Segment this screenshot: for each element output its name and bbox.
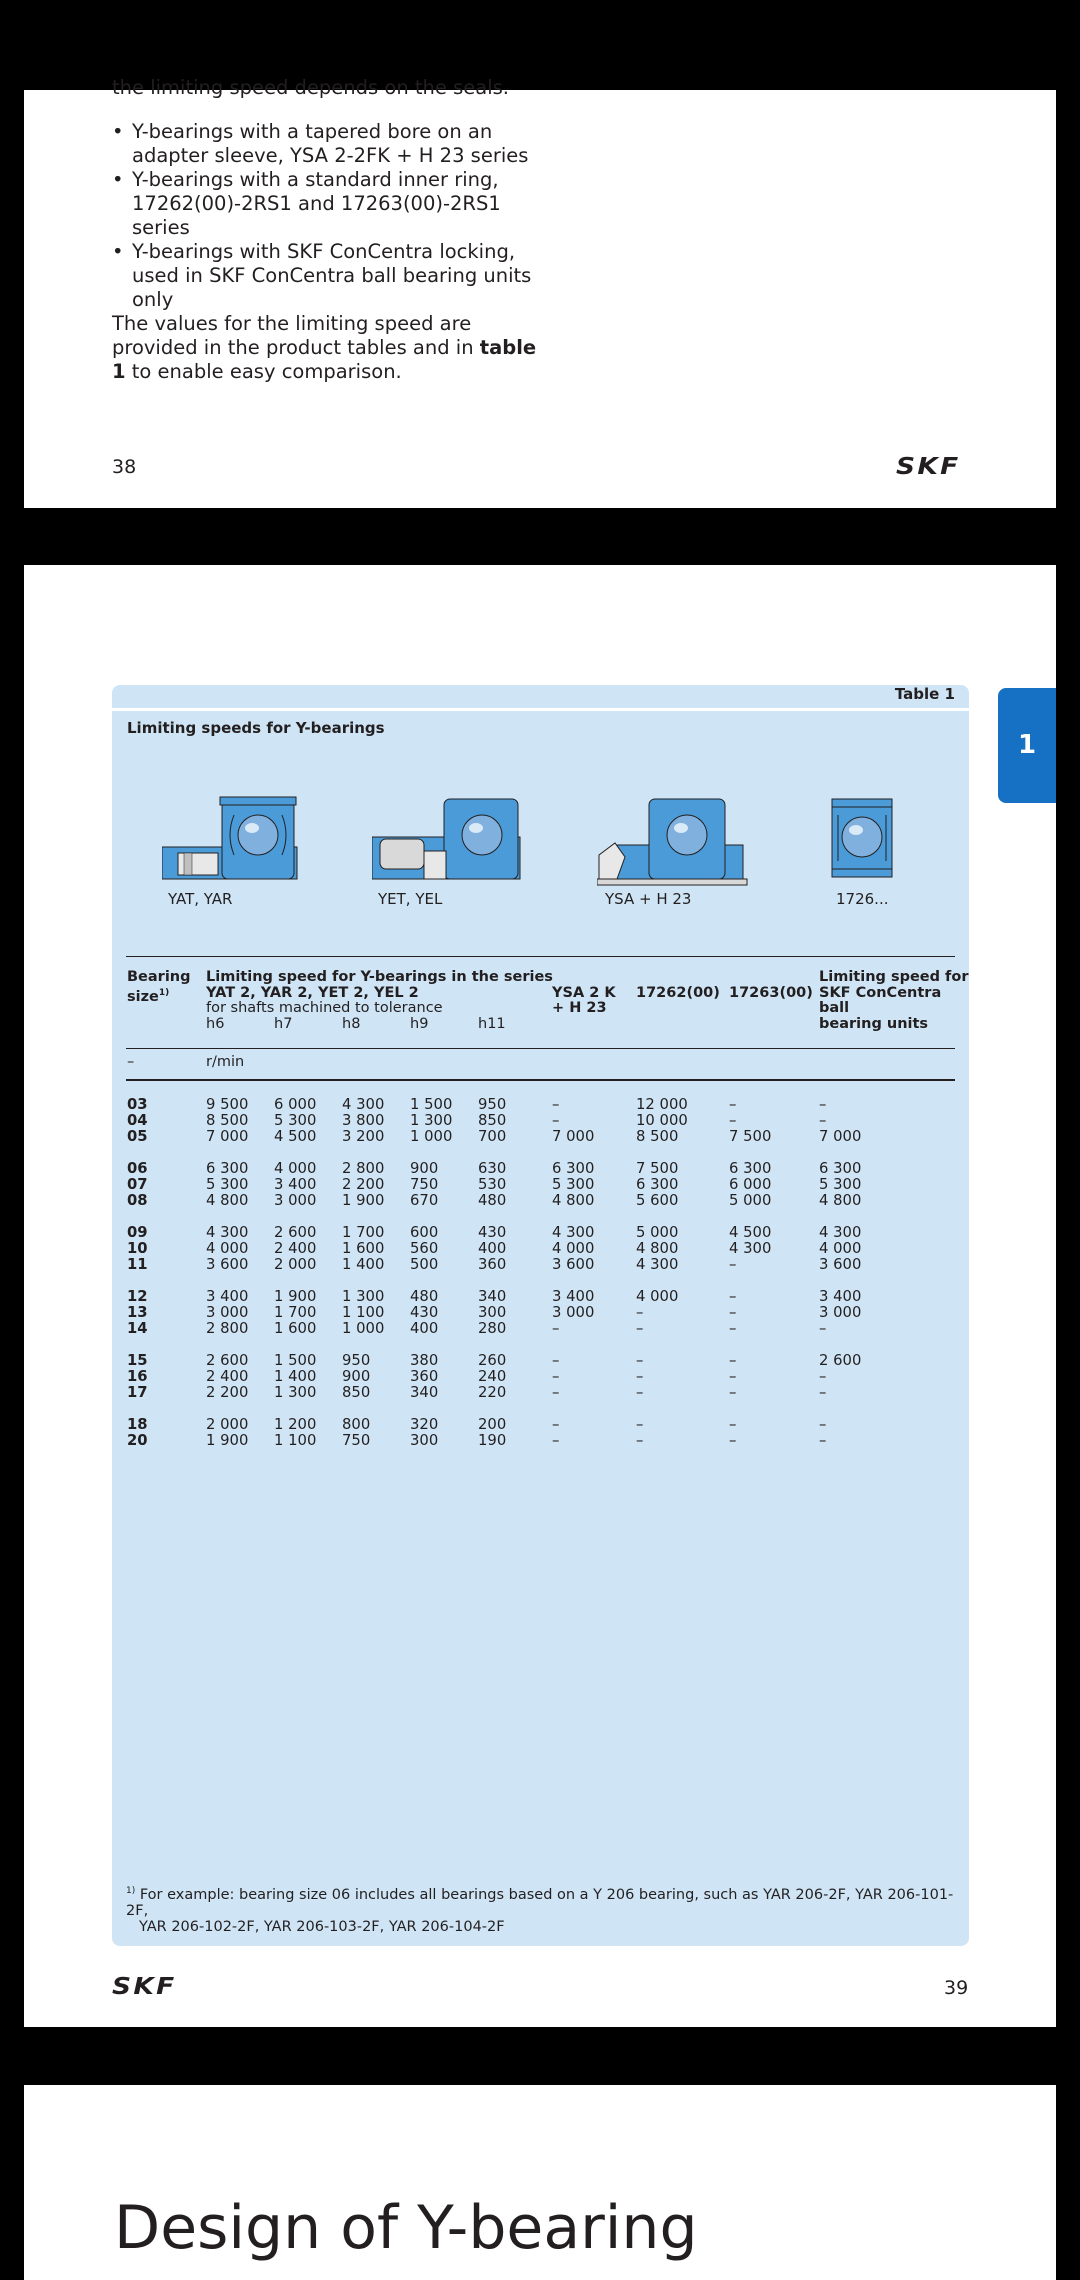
header-h8: h8 [342,1015,361,1032]
speed-cell: 1 300 [274,1384,317,1401]
yet-yel-bearing-illustration [372,795,522,885]
header-bearing-size: Bearing size$^{1)}$ [127,969,191,1005]
speed-cell: – [636,1320,644,1337]
speed-cell: 4 300 [552,1224,595,1241]
table-number: Table 1 [894,685,955,703]
speed-cell: – [729,1112,737,1129]
speed-cell: 2 000 [274,1256,317,1273]
speed-cell: – [636,1416,644,1433]
speed-cell: – [819,1432,827,1449]
page-39 [24,565,1056,2027]
speed-cell: 670 [410,1192,439,1209]
speed-cell: 850 [342,1384,371,1401]
speed-cell: – [729,1352,737,1369]
bearing-size-cell: 10 [127,1240,148,1257]
speed-cell: 4 800 [636,1240,679,1257]
speed-cell: 10 000 [636,1112,688,1129]
speed-cell: 700 [478,1128,507,1145]
divider [112,708,969,711]
speed-cell: – [636,1352,644,1369]
speed-cell: – [636,1368,644,1385]
speed-cell: 480 [410,1288,439,1305]
speed-cell: 2 400 [274,1240,317,1257]
caption-yat-yar: YAT, YAR [168,890,233,908]
speed-cell: 300 [478,1304,507,1321]
page-number: 39 [944,1977,969,1999]
speed-cell: 530 [478,1176,507,1193]
speed-cell: 340 [478,1288,507,1305]
speed-cell: 2 800 [342,1160,385,1177]
bullet-list [112,120,552,312]
speed-cell: 300 [410,1432,439,1449]
speed-cell: 5 300 [274,1112,317,1129]
speed-cell: 800 [342,1416,371,1433]
header-17263: 17263(00) [729,984,813,1001]
skf-logo: SKF [112,1974,177,2000]
speed-cell: 3 400 [274,1176,317,1193]
speed-cell: 2 200 [206,1384,249,1401]
speed-cell: 6 300 [636,1176,679,1193]
speed-cell: – [819,1416,827,1433]
bearing-size-cell: 09 [127,1224,148,1241]
speed-cell: 3 800 [342,1112,385,1129]
speed-cell: 2 600 [274,1224,317,1241]
speed-cell: 1 100 [342,1304,385,1321]
speed-cell: – [729,1288,737,1305]
speed-cell: 750 [410,1176,439,1193]
speed-cell: 1 200 [274,1416,317,1433]
speed-cell: 430 [478,1224,507,1241]
speed-cell: – [729,1384,737,1401]
caption-1726: 1726... [836,890,889,908]
page-40 [24,2085,1056,2280]
bearing-size-cell: 17 [127,1384,148,1401]
speed-cell: 320 [410,1416,439,1433]
table-footnote: $^{1)}$ For example: bearing size 06 includes all bearings based on a Y 206 bearing, such as YAR 206-2F, YAR 206-101-2F, YAR 206-102-2F, YAR 206-103-2F, YAR 206-104-2F [126,1886,954,1935]
speed-cell: 4 500 [274,1128,317,1145]
speed-cell: 3 000 [206,1304,249,1321]
speed-cell: 340 [410,1384,439,1401]
limiting-speeds-table [112,685,969,1946]
speed-cell: 630 [478,1160,507,1177]
caption-ysa-h23: YSA + H 23 [605,890,692,908]
speed-cell: 900 [342,1368,371,1385]
speed-cell: 8 500 [636,1128,679,1145]
speed-cell: – [729,1304,737,1321]
header-h9: h9 [410,1015,429,1032]
speed-cell: 4 000 [552,1240,595,1257]
speed-cell: 1 600 [274,1320,317,1337]
speed-cell: – [819,1384,827,1401]
bullet-item: • Y-bearings with SKF ConCentra locking, used in SKF ConCentra ball bearing units only [112,240,552,312]
speed-cell: 220 [478,1384,507,1401]
speed-cell: – [819,1112,827,1129]
speed-cell: 1 900 [342,1192,385,1209]
speed-cell: 280 [478,1320,507,1337]
bearing-size-cell: 07 [127,1176,148,1193]
speed-cell: 5 000 [729,1192,772,1209]
speed-cell: 4 300 [729,1240,772,1257]
speed-cell: 4 800 [206,1192,249,1209]
bearing-size-cell: 06 [127,1160,148,1177]
speed-cell: 1 000 [410,1128,453,1145]
page-38 [24,76,1056,508]
speed-cell: 12 000 [636,1096,688,1113]
bearing-size-cell: 14 [127,1320,148,1337]
speed-cell: 480 [478,1192,507,1209]
speed-cell: 200 [478,1416,507,1433]
table-title: Limiting speeds for Y-bearings [127,719,385,737]
header-series-title: Limiting speed for Y-bearings in the series [206,969,553,985]
header-h7: h7 [274,1015,293,1032]
ysa-h23-bearing-illustration [597,795,752,887]
units-label: r/min [206,1054,245,1070]
bullet-item: • Y-bearings with a tapered bore on an adapter sleeve, YSA 2-2FK + H 23 series [112,120,552,168]
speed-cell: 2 000 [206,1416,249,1433]
section-title: Design of Y-bearing [114,2193,698,2263]
speed-cell: 7 000 [552,1128,595,1145]
header-17262: 17262(00) [636,984,720,1001]
speed-cell: – [552,1112,560,1129]
speed-cell: 4 800 [819,1192,862,1209]
speed-cell: – [729,1416,737,1433]
speed-cell: 5 300 [206,1176,249,1193]
cut-text-line: the limiting speed depends on the seals. [112,76,509,99]
speed-cell: 4 300 [636,1256,679,1273]
speed-cell: 1 000 [342,1320,385,1337]
speed-cell: 1 500 [410,1096,453,1113]
speed-cell: 6 000 [274,1096,317,1113]
speed-cell: 6 300 [206,1160,249,1177]
caption-yet-yel: YET, YEL [378,890,443,908]
speed-cell: 400 [410,1320,439,1337]
speed-cell: 360 [410,1368,439,1385]
speed-cell: 850 [478,1112,507,1129]
speed-cell: 1 400 [274,1368,317,1385]
speed-cell: 1 100 [274,1432,317,1449]
speed-cell: 4 300 [206,1224,249,1241]
bearing-size-cell: 11 [127,1256,148,1273]
speed-cell: 1 900 [274,1288,317,1305]
speed-cell: 3 600 [819,1256,862,1273]
bearing-size-cell: 20 [127,1432,148,1449]
speed-cell: – [729,1368,737,1385]
speed-cell: 4 800 [552,1192,595,1209]
speed-cell: 3 400 [819,1288,862,1305]
speed-cell: 240 [478,1368,507,1385]
bearing-size-cell: 12 [127,1288,148,1305]
speed-cell: – [729,1096,737,1113]
speed-cell: 1 300 [410,1112,453,1129]
speed-cell: – [636,1432,644,1449]
speed-cell: 3 600 [552,1256,595,1273]
speed-cell: 7 000 [819,1128,862,1145]
speed-cell: 1 700 [274,1304,317,1321]
speed-cell: 3 000 [819,1304,862,1321]
skf-logo: SKF [896,454,961,480]
speed-cell: 7 000 [206,1128,249,1145]
units-dash: – [127,1054,135,1070]
speed-cell: – [552,1368,560,1385]
speed-cell: 1 300 [342,1288,385,1305]
speed-cell: 360 [478,1256,507,1273]
bearing-size-cell: 15 [127,1352,148,1369]
speed-cell: 950 [478,1096,507,1113]
speed-cell: 3 600 [206,1256,249,1273]
speed-cell: 2 400 [206,1368,249,1385]
speed-cell: 400 [478,1240,507,1257]
speed-cell: 1 600 [342,1240,385,1257]
speed-cell: 600 [410,1224,439,1241]
bearing-size-cell: 16 [127,1368,148,1385]
speed-cell: 5 600 [636,1192,679,1209]
bearing-size-cell: 08 [127,1192,148,1209]
header-h6: h6 [206,1015,225,1032]
speed-cell: 560 [410,1240,439,1257]
header-tolerance-note: for shafts machined to tolerance [206,1000,443,1016]
speed-cell: 3 400 [206,1288,249,1305]
speed-cell: – [819,1368,827,1385]
speed-cell: – [552,1352,560,1369]
header-rule [126,956,955,957]
bearing-size-cell: 13 [127,1304,148,1321]
speed-cell: – [819,1096,827,1113]
speed-cell: 380 [410,1352,439,1369]
bearing-size-cell: 18 [127,1416,148,1433]
header-rule [126,1048,955,1049]
speed-cell: 500 [410,1256,439,1273]
speed-cell: 9 500 [206,1096,249,1113]
header-h11: h11 [478,1015,506,1032]
speed-cell: 6 300 [729,1160,772,1177]
speed-cell: – [819,1320,827,1337]
speed-cell: 900 [410,1160,439,1177]
speed-cell: 5 300 [552,1176,595,1193]
speed-cell: 7 500 [729,1128,772,1145]
speed-cell: 4 500 [729,1224,772,1241]
bearing-size-cell: 05 [127,1128,148,1145]
speed-cell: 3 400 [552,1288,595,1305]
speed-cell: 4 000 [819,1240,862,1257]
table-reference: table 1 [112,336,537,383]
speed-cell: 2 800 [206,1320,249,1337]
speed-cell: – [636,1304,644,1321]
speed-cell: 6 300 [819,1160,862,1177]
speed-cell: 3 200 [342,1128,385,1145]
chapter-tab: 1 [998,688,1056,803]
header-ysa: YSA 2 K + H 23 [552,984,616,1016]
speed-cell: 5 000 [636,1224,679,1241]
speed-cell: 4 000 [206,1240,249,1257]
speed-cell: 6 000 [729,1176,772,1193]
speed-cell: 4 000 [636,1288,679,1305]
speed-cell: – [729,1256,737,1273]
speed-cell: 1 700 [342,1224,385,1241]
speed-cell: 1 900 [206,1432,249,1449]
speed-cell: 750 [342,1432,371,1449]
bearing-size-cell: 04 [127,1112,148,1129]
speed-cell: 2 600 [206,1352,249,1369]
speed-cell: – [552,1320,560,1337]
speed-cell: 190 [478,1432,507,1449]
speed-cell: 1 400 [342,1256,385,1273]
bearing-size-cell: 03 [127,1096,148,1113]
speed-cell: – [552,1096,560,1113]
speed-cell: 4 300 [819,1224,862,1241]
header-series-list: YAT 2, YAR 2, YET 2, YEL 2 [206,984,419,1001]
speed-cell: 5 300 [819,1176,862,1193]
speed-cell: – [552,1384,560,1401]
speed-cell: 2 600 [819,1352,862,1369]
speed-cell: – [552,1416,560,1433]
yat-yar-bearing-illustration [162,795,302,885]
speed-cell: – [729,1320,737,1337]
speed-cell: 260 [478,1352,507,1369]
speed-cell: 2 200 [342,1176,385,1193]
speed-cell: 8 500 [206,1112,249,1129]
speed-cell: – [729,1432,737,1449]
speed-cell: 1 500 [274,1352,317,1369]
speed-cell: – [552,1432,560,1449]
speed-cell: 4 000 [274,1160,317,1177]
limiting-speed-paragraph: The values for the limiting speed are provided in the product tables and in table 1 to enable easy comparison. [112,312,537,383]
page-number: 38 [112,456,137,478]
speed-cell: 4 300 [342,1096,385,1113]
speed-cell: 3 000 [552,1304,595,1321]
header-rule [126,1079,955,1081]
speed-cell: 3 000 [274,1192,317,1209]
speed-cell: 6 300 [552,1160,595,1177]
header-concentra: Limiting speed for SKF ConCentra ball bearing units [819,969,969,1032]
speed-cell: – [636,1384,644,1401]
17262-bearing-illustration [830,795,896,881]
speed-cell: 430 [410,1304,439,1321]
speed-cell: 950 [342,1352,371,1369]
speed-cell: 7 500 [636,1160,679,1177]
bullet-item: • Y-bearings with a standard inner ring, 17262(00)-2RS1 and 17263(00)-2RS1 series [112,168,552,240]
